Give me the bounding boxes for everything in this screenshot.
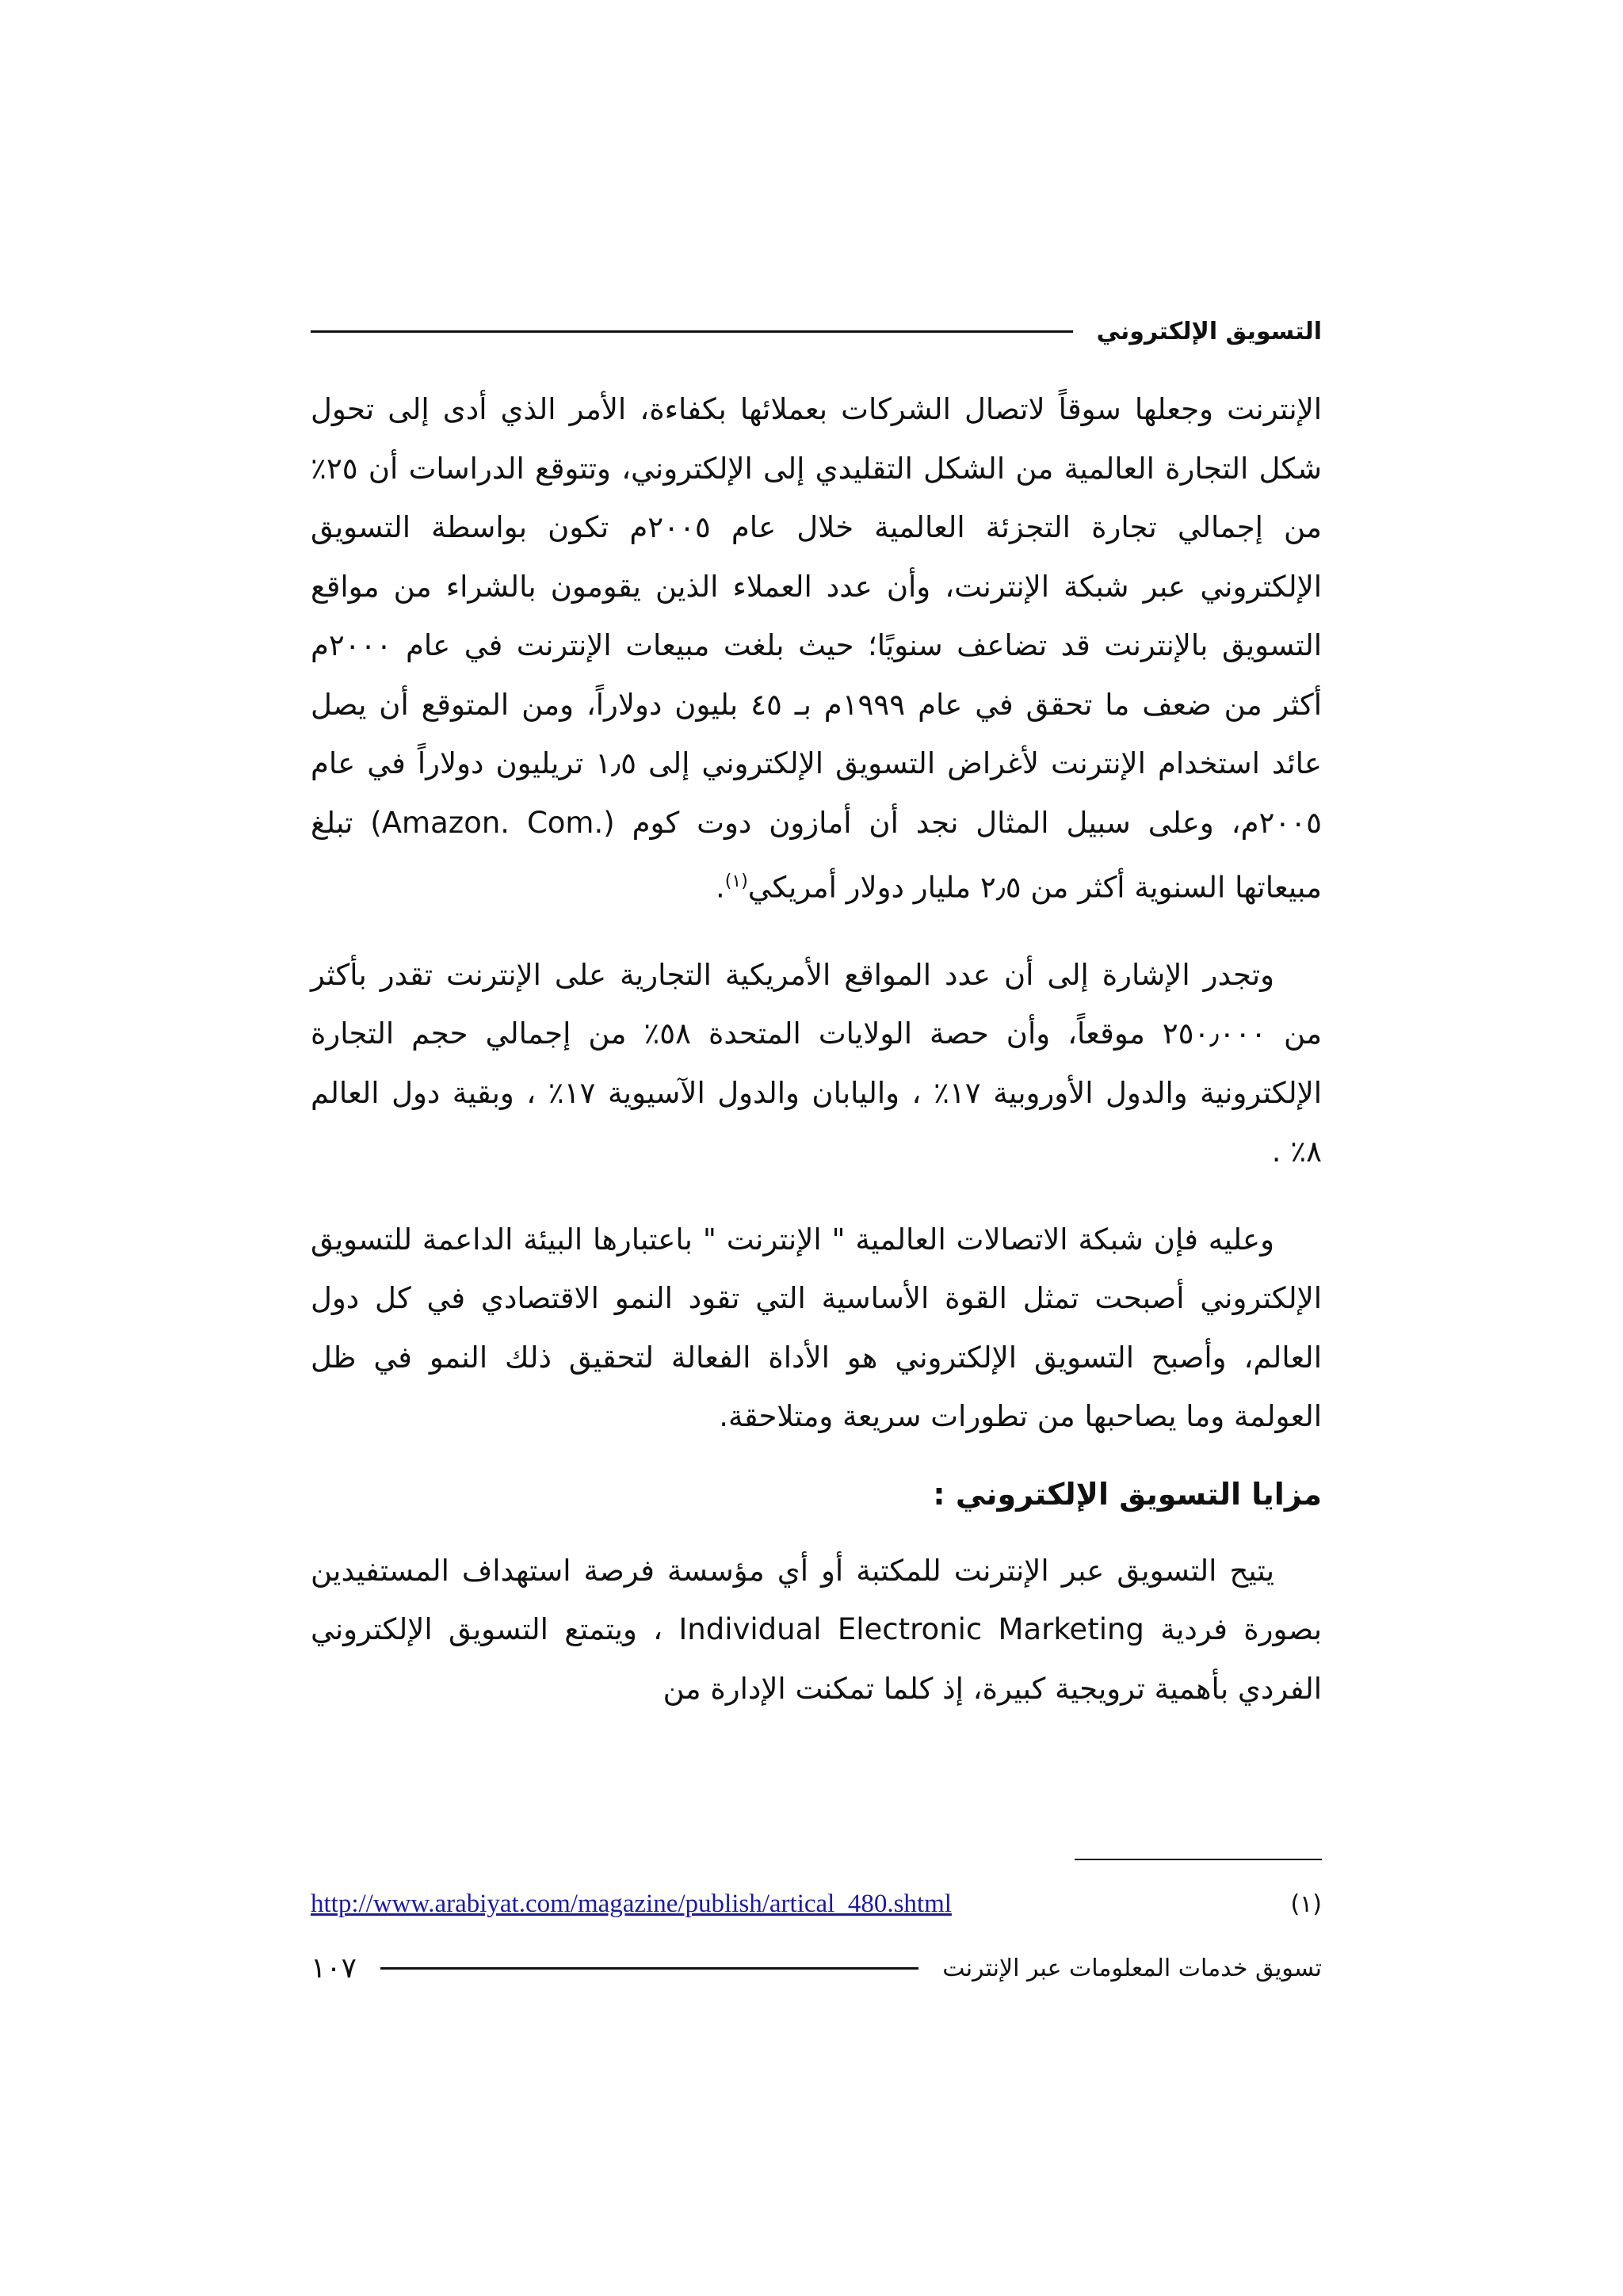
paragraph-1-tail: . xyxy=(716,870,725,905)
footnote-number: (١) xyxy=(1290,1890,1322,1918)
paragraph-1-text: الإنترنت وجعلها سوقاً لاتصال الشركات بعملائها بكفاءة، الأمر الذي أدى إلى تحول شكل التجارة العالمية من الشكل التقليدي إلى الإلكتروني، وتتوقع الدراسات أن ٢٥٪ من إجمالي تجارة التجزئة العالمية خلال عام ٢٠٠٥م تكون بواسطة التسويق الإلكتروني عبر شبكة الإنترنت، وأن عدد العملاء الذين يقومون بالشراء من مواقع التسويق بالإنترنت قد تضاعف سنويًا؛ حيث بلغت مبيعات الإنترنت في عام ٢٠٠٠م أكثر من ضعف ما تحقق في عام ١٩٩٩م بـ ٤٥ بليون دولاراً، ومن المتوقع أن يصل عائد استخدام الإنترنت لأغراض التسويق الإلكتروني إلى ١٫٥ تريليون دولاراً في عام ٢٠٠٥م، وعلى سبيل المثال نجد أن أمازون دوت كوم (.Amazon. Com) تبلغ مبيعاتها السنوية أكثر من ٢٫٥ مليار دولار أمريكي xyxy=(311,392,1322,905)
running-header xyxy=(311,307,1322,355)
paragraph-2: وتجدر الإشارة إلى أن عدد المواقع الأمريكية التجارية على الإنترنت تقدر بأكثر من ٢٥٠٫٠٠٠ موقعاً، وأن حصة الولايات المتحدة ٥٨٪ من إجمالي حجم التجارة الإلكترونية والدول الأوروبية ١٧٪ ، واليابان والدول الآسيوية ١٧٪ ، وبقية دول العالم ٨٪ . xyxy=(311,957,1323,1169)
page-number: ١٠٧ xyxy=(311,1951,357,1985)
footnote-separator xyxy=(1075,1859,1322,1860)
footnote-link[interactable]: http://www.arabiyat.com/magazine/publish/artical_480.shtml xyxy=(311,1889,952,1918)
footnote xyxy=(311,1884,1322,1924)
footnote-reference[interactable]: (١) xyxy=(724,871,748,891)
section-heading: مزايا التسويق الإلكتروني : xyxy=(933,1476,1322,1512)
header-rule xyxy=(311,330,1073,333)
body-text xyxy=(311,380,1322,1718)
paragraph-3: وعليه فإن شبكة الاتصالات العالمية " الإنترنت " باعتبارها البيئة الداعمة للتسويق الإلكتروني أصبحت تمثل القوة الأساسية التي تقود النمو الاقتصادي في كل دول العالم، وأصبح التسويق الإلكتروني هو الأداة الفعالة لتحقيق ذلك النمو في ظل العولمة وما يصاحبها من تطورات سريعة ومتلاحقة. xyxy=(311,1222,1322,1434)
footer-rule xyxy=(380,1967,918,1970)
header-title: التسويق الإلكتروني xyxy=(1096,317,1322,345)
paragraph-4: يتيح التسويق عبر الإنترنت للمكتبة أو أي مؤسسة فرصة استهداف المستفيدين بصورة فردية Individual Electronic Marketing ، ويتمتع التسويق الإلكتروني الفردي بأهمية ترويجية كبيرة، إذ كلما تمكنت الإدارة من xyxy=(311,1553,1322,1706)
running-footer xyxy=(311,1943,1322,1993)
footer-book-title: تسويق خدمات المعلومات عبر الإنترنت xyxy=(942,1954,1322,1982)
paragraph-1 xyxy=(311,380,1322,917)
